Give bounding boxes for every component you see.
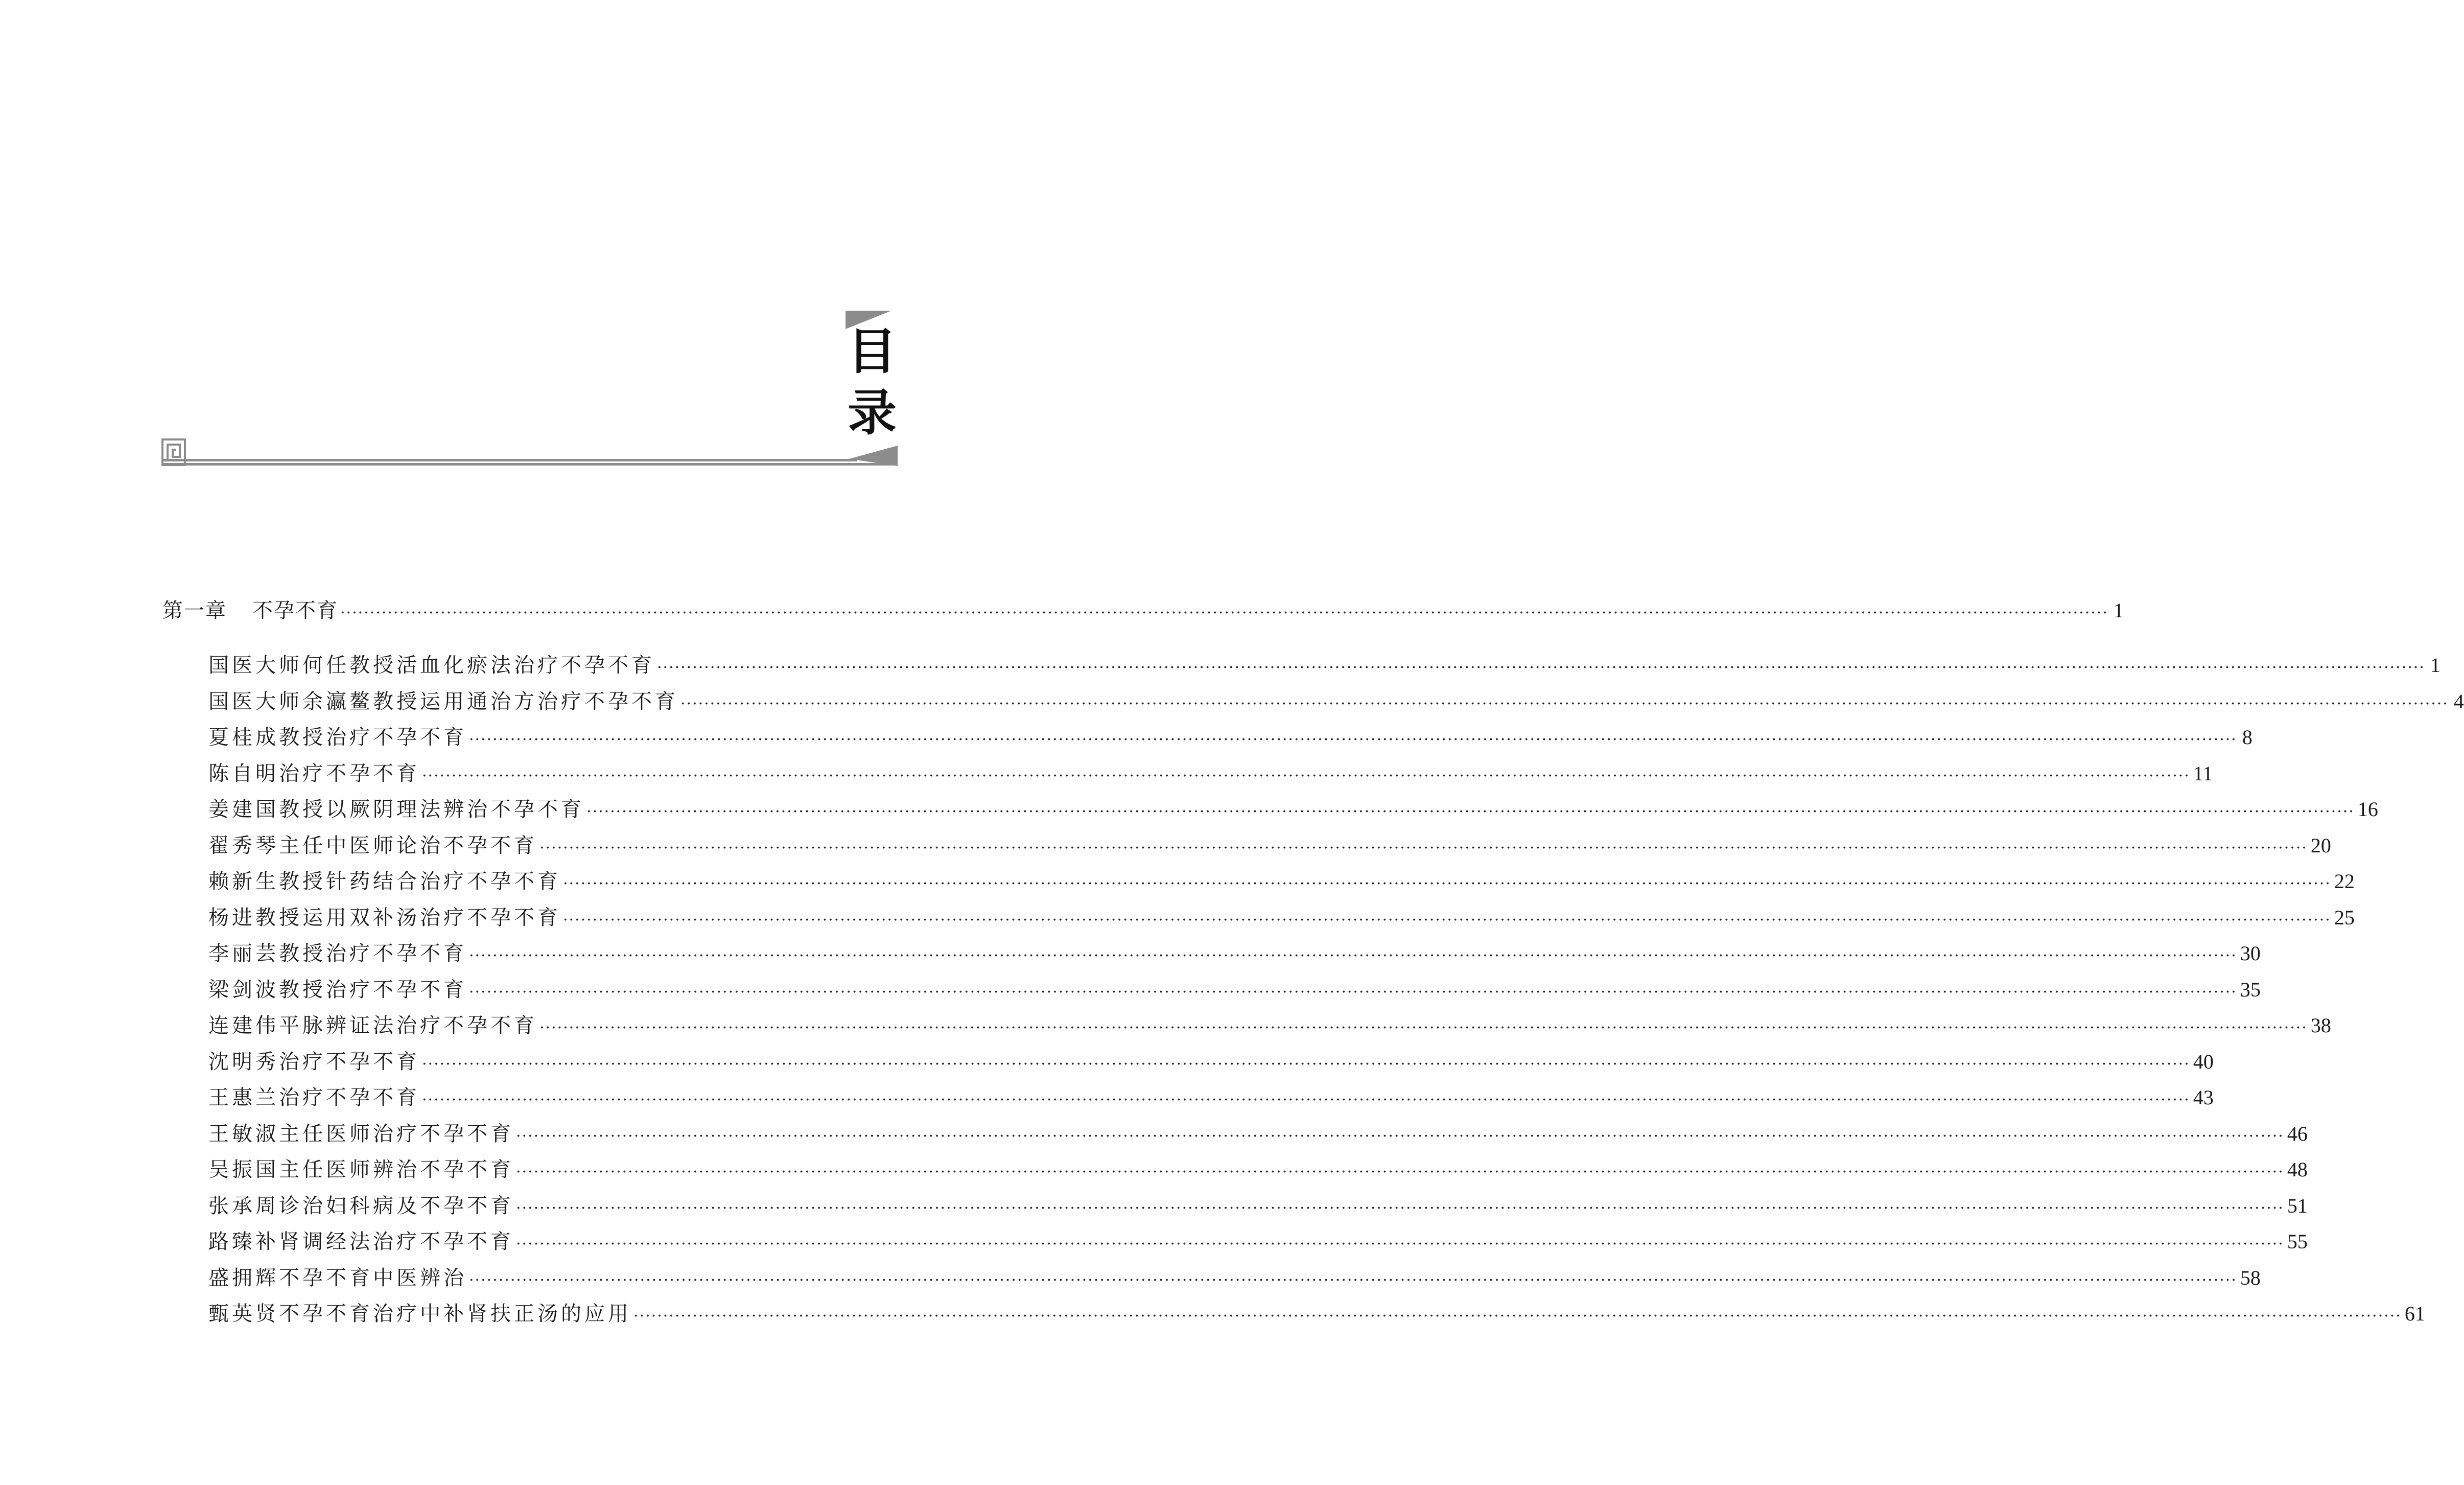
toc-entry-row[interactable] xyxy=(208,830,2331,861)
toc-entry-row[interactable] xyxy=(208,1119,2308,1149)
toc-entry-title: 路臻补肾调经法治疗不孕不育 xyxy=(208,1230,514,1254)
toc-entry-page-number: 48 xyxy=(2287,1158,2308,1181)
dot-leader: ············································································································································································································································································································ xyxy=(340,604,2108,622)
toc-entry-title: 张承周诊治妇科病及不孕不育 xyxy=(208,1194,514,1218)
toc-entry-row[interactable] xyxy=(208,1226,2308,1257)
toc-entry-title: 杨进教授运用双补汤治疗不孕不育 xyxy=(208,906,561,930)
toc-entry-row[interactable] xyxy=(208,1191,2308,1221)
toc-entry-row[interactable] xyxy=(208,974,2261,1005)
dot-leader: ············································································································································································································································································································ xyxy=(586,803,2355,821)
dot-leader: ············································································································································································································································································································ xyxy=(422,1091,2190,1109)
toc-chapter-row[interactable] xyxy=(162,595,2124,626)
toc-entry-row[interactable] xyxy=(208,722,2252,753)
toc-entry-page-number: 58 xyxy=(2240,1266,2261,1289)
toc-entry-row[interactable] xyxy=(208,1298,2425,1329)
toc-entry-page-number: 46 xyxy=(2287,1122,2308,1145)
toc-entry-page-number: 20 xyxy=(2310,834,2331,857)
toc-entry-row[interactable] xyxy=(208,758,2213,789)
toc-entry-page-number: 43 xyxy=(2193,1086,2214,1109)
toc-entry-row[interactable] xyxy=(208,902,2355,933)
dot-leader: ············································································································································································································································································································ xyxy=(516,1235,2284,1253)
toc-entry-title: 姜建国教授以厥阴理法辨治不孕不育 xyxy=(208,798,584,821)
toc-entry-page-number: 1 xyxy=(2430,654,2440,677)
toc-entry-title: 夏桂成教授治疗不孕不育 xyxy=(208,726,467,749)
header-decoration xyxy=(0,0,1062,475)
header-rule-upper xyxy=(162,459,857,461)
toc-entry-title: 王惠兰治疗不孕不育 xyxy=(208,1086,420,1109)
toc-entry-row[interactable] xyxy=(208,650,2440,681)
toc-entry-page-number: 25 xyxy=(2334,906,2355,929)
toc-heading-char-2: 录 xyxy=(848,384,897,442)
dot-leader: ············································································································································································································································································································ xyxy=(422,1055,2190,1073)
toc-entry-row[interactable] xyxy=(208,1154,2308,1185)
dot-leader: ············································································································································································································································································································ xyxy=(516,1127,2284,1145)
dot-leader: ············································································································································································································································································································ xyxy=(469,983,2237,1001)
toc-entry-page-number: 11 xyxy=(2193,762,2213,785)
toc-entry-page-number: 38 xyxy=(2310,1014,2331,1037)
dot-leader: ············································································································································································································································································································ xyxy=(563,875,2331,893)
toc-entry-row[interactable] xyxy=(208,866,2355,897)
toc-entry-title: 甄英贤不孕不育治疗中补肾扶正汤的应用 xyxy=(208,1302,631,1326)
toc-entry-title: 吴振国主任医师辨治不孕不育 xyxy=(208,1158,514,1181)
toc-entry-row[interactable] xyxy=(208,1263,2261,1293)
toc-entry-title: 国医大师何任教授活血化瘀法治疗不孕不育 xyxy=(208,654,655,677)
toc-entry-row[interactable] xyxy=(208,1082,2214,1113)
toc-entry-title: 翟秀琴主任中医师论治不孕不育 xyxy=(208,834,537,857)
toc-entry-title: 连建伟平脉辨证法治疗不孕不育 xyxy=(208,1014,537,1037)
toc-entry-page-number: 16 xyxy=(2357,798,2378,821)
dot-leader: ············································································································································································································································································································ xyxy=(539,839,2308,857)
chapter-number: 第一章 xyxy=(162,599,227,622)
toc-entry-row[interactable] xyxy=(208,938,2261,969)
toc-entry-row[interactable] xyxy=(208,686,2464,717)
toc-entry-title: 国医大师余瀛鳌教授运用通治方治疗不孕不育 xyxy=(208,690,678,713)
dot-leader: ············································································································································································································································································································ xyxy=(516,1199,2284,1217)
toc-entry-title: 盛拥辉不孕不育中医辨治 xyxy=(208,1266,467,1290)
toc-entry-page-number: 51 xyxy=(2287,1194,2308,1217)
header-rule-lower xyxy=(162,463,898,466)
toc-entry-title: 李丽芸教授治疗不孕不育 xyxy=(208,942,467,965)
toc-entry-title: 王敏淑主任医师治疗不孕不育 xyxy=(208,1122,514,1146)
toc-entry-page-number: 35 xyxy=(2240,978,2261,1001)
toc-entry-page-number: 4 xyxy=(2453,690,2464,713)
toc-entry-row[interactable] xyxy=(208,1010,2331,1041)
toc-entry-title: 梁剑波教授治疗不孕不育 xyxy=(208,978,467,1002)
dot-leader: ············································································································································································································································································································ xyxy=(469,731,2237,749)
toc-heading-char-1: 目 xyxy=(848,323,897,380)
dot-leader: ············································································································································································································································································································ xyxy=(469,1271,2237,1289)
toc-entry-row[interactable] xyxy=(208,794,2378,825)
dot-leader: ············································································································································································································································································································ xyxy=(633,1307,2402,1325)
toc-entry-page-number: 8 xyxy=(2242,726,2252,749)
dot-leader: ············································································································································································································································································································ xyxy=(680,695,2449,713)
dot-leader: ············································································································································································································································································································ xyxy=(422,767,2190,785)
toc-entry-title: 赖新生教授针药结合治疗不孕不育 xyxy=(208,870,561,893)
chapter-title: 不孕不育 xyxy=(252,599,338,622)
toc-entry-page-number: 61 xyxy=(2404,1302,2425,1325)
toc-entry-row[interactable] xyxy=(208,1047,2214,1077)
dot-leader: ············································································································································································································································································································ xyxy=(516,1163,2284,1181)
dot-leader: ············································································································································································································································································································ xyxy=(469,947,2237,965)
toc-entry-title: 陈自明治疗不孕不育 xyxy=(208,762,420,785)
dot-leader: ············································································································································································································································································································ xyxy=(657,659,2425,677)
dot-leader: ············································································································································································································································································································ xyxy=(539,1019,2308,1037)
toc-entry-page-number: 55 xyxy=(2287,1230,2308,1253)
toc-entry-page-number: 22 xyxy=(2334,870,2355,893)
dot-leader: ············································································································································································································································································································ xyxy=(563,911,2331,929)
toc-entry-title: 沈明秀治疗不孕不育 xyxy=(208,1050,420,1074)
toc-entry-page-number: 30 xyxy=(2240,942,2261,965)
toc-entry-page-number: 40 xyxy=(2193,1050,2214,1073)
chapter-page-number: 1 xyxy=(2113,599,2124,622)
